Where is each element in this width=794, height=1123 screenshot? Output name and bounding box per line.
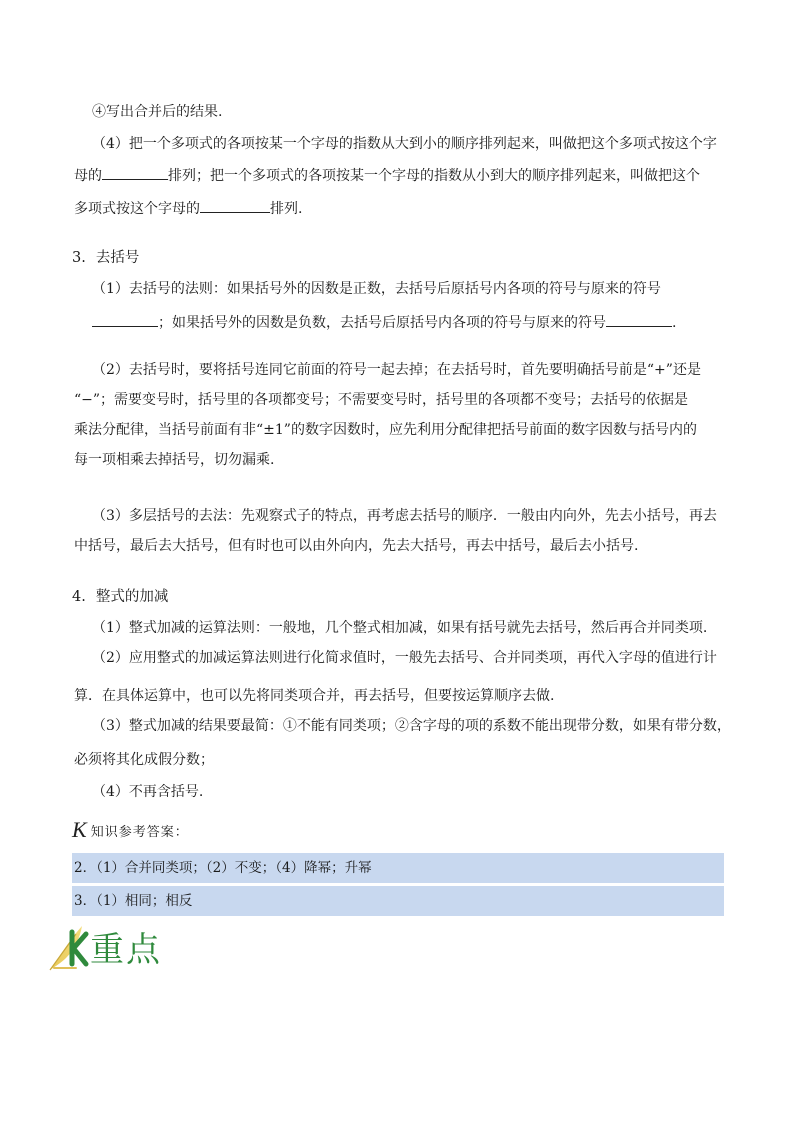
section-number: 4. [72,589,86,605]
text-run: 母的 [74,168,102,184]
paragraph-line: （4）不再含括号. [92,784,204,800]
text-run: 排列. [270,201,303,217]
fill-blank [92,312,158,327]
paragraph-line: 中括号，最后去大括号，但有时也可以由外向内，先去大括号，再去中括号，最后去小括号. [74,538,639,554]
answer-row: 3．（1）相同；相反 [72,886,724,916]
text-run: . [672,315,677,331]
section-title: 去括号 [95,250,140,266]
fill-blank [606,312,672,327]
paragraph-line [74,198,302,219]
section-number: 3. [72,250,86,266]
paragraph-line: “−”；需要变号时，括号里的各项都变号；不需要变号时，括号里的各项都不变号；去括号的依据是 [74,392,689,408]
text-run: 多项式按这个字母的 [74,201,200,217]
paragraph-line: （2）去括号时，要将括号连同它前面的符号一起去掉；在去括号时，首先要明确括号前是“+”还是 [92,362,701,378]
paragraph-line: （2）应用整式的加减运算法则进行化简求值时，一般先去括号、合并同类项，再代入字母的值进行计 [92,650,717,666]
paragraph-line: 算．在具体运算中，也可以先将同类项合并，再去括号，但要按运算顺序去做. [74,688,555,704]
paragraph-line: 乘法分配律，当括号前面有非“±1”的数字因数时，应先利用分配律把括号前面的数字因数与括号内的 [74,422,697,438]
paragraph-line: （3）整式加减的结果要最简：①不能有同类项；②含字母的项的系数不能出现带分数，如果有带分数， [92,718,731,734]
text-run: 排列；把一个多项式的各项按某一个字母的指数从小到大的顺序排列起来，叫做把这个 [168,168,700,184]
paragraph-line: （1）整式加减的运算法则：一般地，几个整式相加减，如果有括号就先去括号，然后再合并同类项. [92,620,708,636]
fill-blank [200,198,270,213]
paragraph-line: （3）多层括号的去法：先观察式子的特点，再考虑去括号的顺序．一般由内向外，先去小括号，再去 [92,508,717,524]
section-heading [72,248,139,268]
paragraph-line [92,312,676,333]
paragraph-line: （4）把一个多项式的各项按某一个字母的指数从大到小的顺序排列起来，叫做把这个多项式按这个字 [92,136,717,152]
answer-key-label [72,818,189,842]
paragraph-line: 每一项相乘去掉括号，切勿漏乘. [74,452,275,468]
section-title: 整式的加减 [95,589,169,605]
paragraph-line [74,165,700,186]
k-icon: K [72,817,87,842]
answer-row: 2．（1）合并同类项；（2）不变；（4）降幂；升幂 [72,853,724,883]
paragraph-line: 必须将其化成假分数； [74,752,214,768]
step-item: ④写出合并后的结果. [92,104,223,120]
text-run: ；如果括号外的因数是负数，去括号后原括号内各项的符号与原来的符号 [158,315,606,331]
answer-key-title: 知识参考答案： [90,824,189,840]
paragraph-line: （1）去括号的法则：如果括号外的因数是正数，去括号后原括号内各项的符号与原来的符号 [92,281,661,297]
fill-blank [102,165,168,180]
section-heading [72,587,168,607]
logo-text: 重点 [90,930,162,970]
